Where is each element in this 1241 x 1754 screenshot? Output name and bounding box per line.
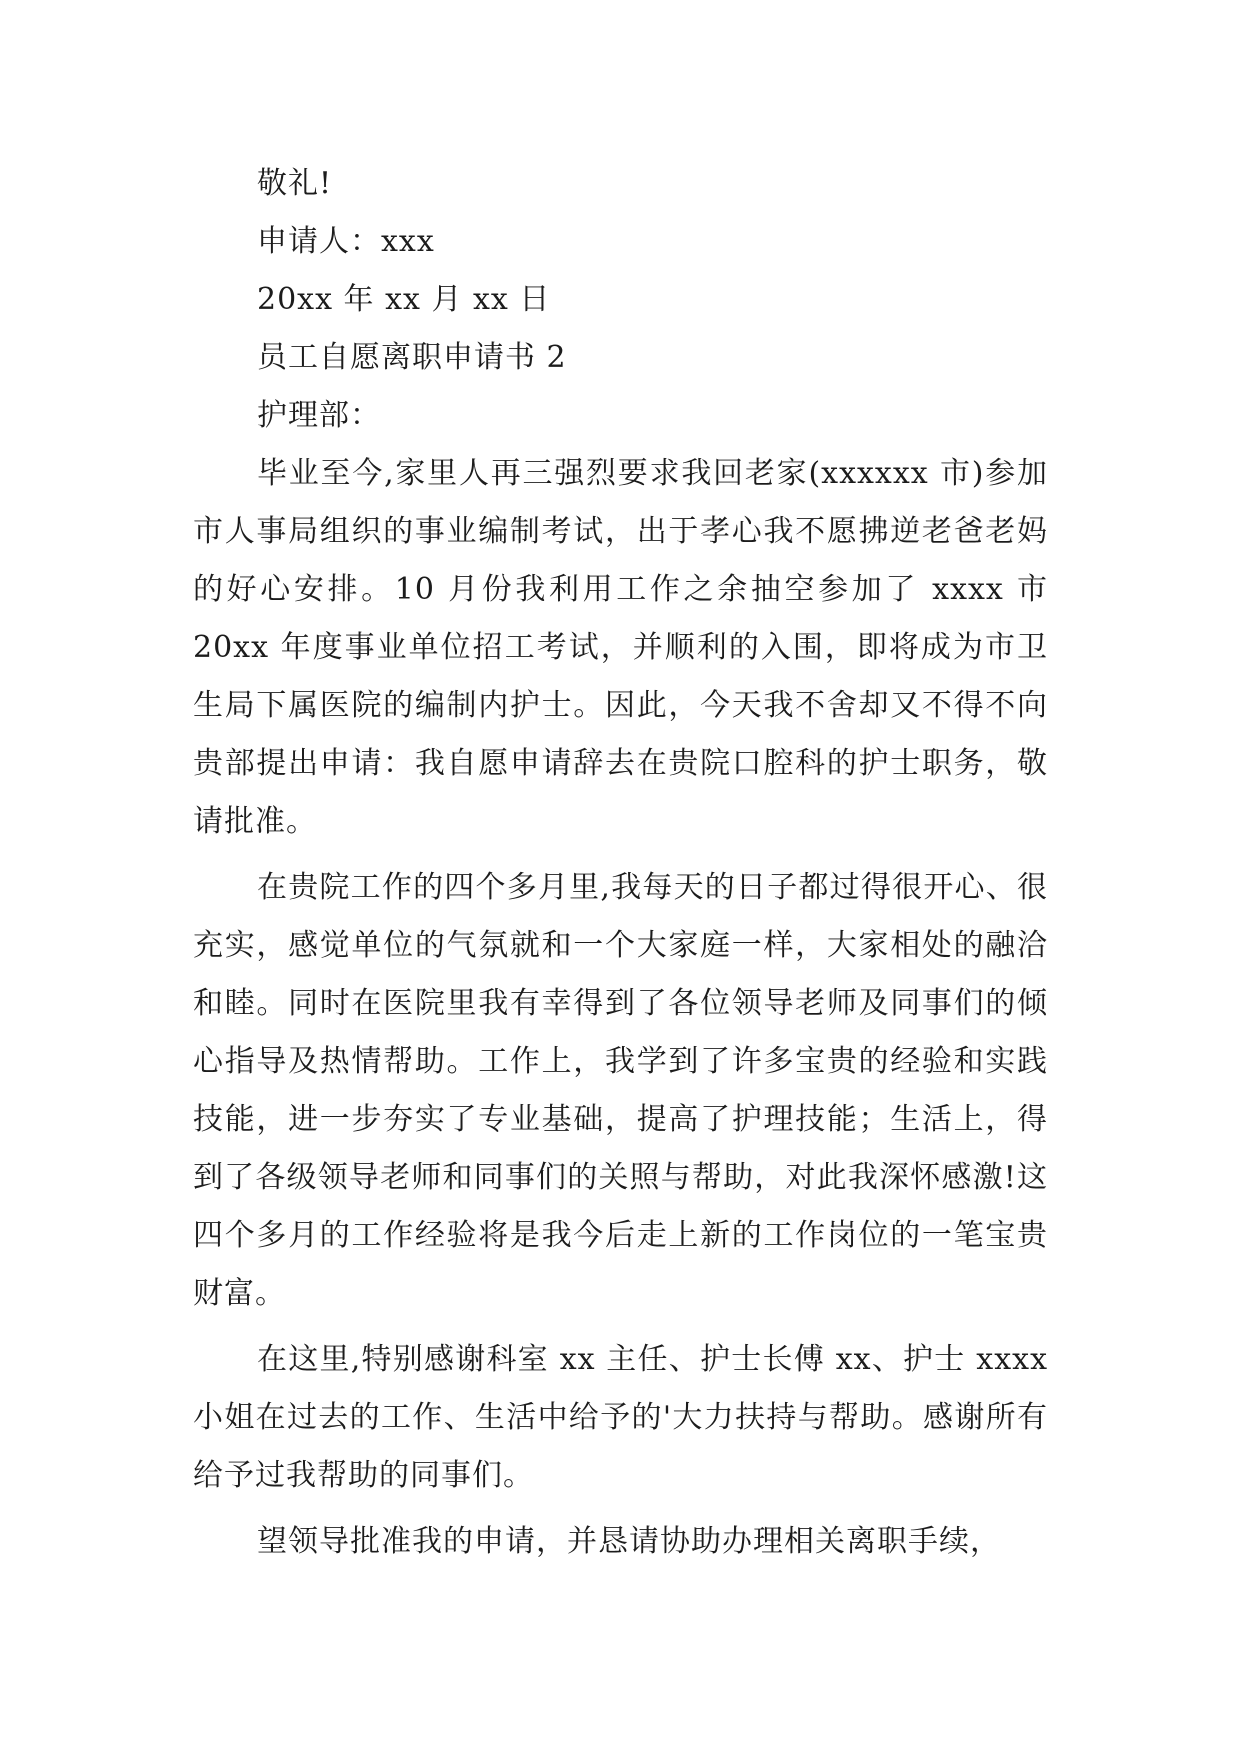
closing-salutation: 敬礼!	[257, 166, 333, 201]
body-paragraph: 在贵院工作的四个多月里,我每天的日子都过得很开心、很充实，感觉单位的气氛就和一个大家庭一样，大家相处的融洽和睦。同时在医院里我有幸得到了各位领导老师及同事们的倾心指导及热情帮助。工作上，我学到了许多宝贵的经验和实践技能，进一步夯实了专业基础，提高了护理技能；生活上，得到了各级领导老师和同事们的关照与帮助，对此我深怀感激!这四个多月的工作经验将是我今后走上新的工作岗位的一笔宝贵财富。	[193, 870, 1048, 1311]
document-title: 员工自愿离职申请书 2	[257, 340, 567, 375]
body-paragraph: 在这里,特别感谢科室 xx 主任、护士长傅 xx、护士 xxxx小姐在过去的工作、生活中给予的'大力扶持与帮助。感谢所有给予过我帮助的同事们。	[193, 1342, 1048, 1493]
document-body	[193, 155, 1048, 1571]
body-paragraph: 毕业至今,家里人再三强烈要求我回老家(xxxxxx 市)参加市人事局组织的事业编制考试，出于孝心我不愿拂逆老爸老妈的好心安排。10 月份我利用工作之余抽空参加了 xxxx 市 20xx 年度事业单位招工考试，并顺利的入围，即将成为市卫生局下属医院的编制内护士。因此，今天我不舍却又不得不向贵部提出申请：我自愿申请辞去在贵院口腔科的护士职务，敬请批准。	[193, 456, 1048, 839]
body-paragraph: 望领导批准我的申请，并恳请协助办理相关离职手续，	[257, 1524, 1001, 1559]
recipient-line: 护理部：	[257, 398, 381, 433]
document-date: 20xx 年 xx 月 xx 日	[257, 282, 551, 317]
applicant-signature: 申请人：xxx	[257, 224, 435, 259]
